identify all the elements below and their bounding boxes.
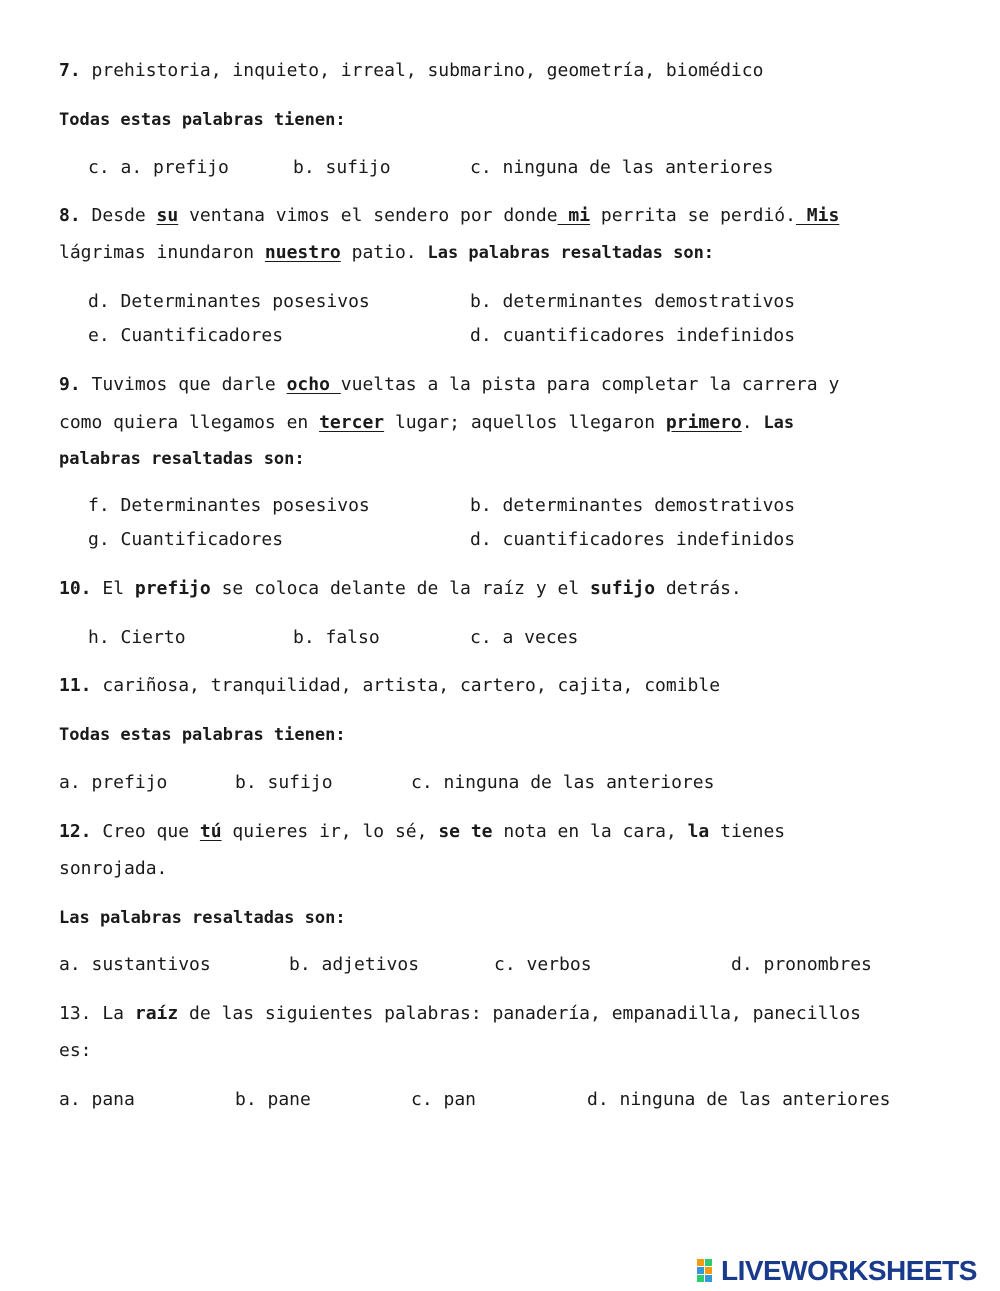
answer-option[interactable]: b. sufijo <box>293 157 391 178</box>
question-text: tienes <box>709 821 786 842</box>
answer-option[interactable]: b. sufijo <box>235 772 333 793</box>
question-text: lugar; aquellos llegaron <box>384 412 666 433</box>
question-10 <box>59 577 742 601</box>
highlighted-word: nuestro <box>264 242 341 263</box>
answer-option[interactable]: d. cuantificadores indefinidos <box>470 325 796 346</box>
question-text: vueltas a la pista para completar la carrera y <box>340 374 840 395</box>
question-number: 7. <box>59 60 81 81</box>
question-9 <box>59 373 839 397</box>
answer-option[interactable]: c. pan <box>411 1089 477 1110</box>
highlighted-word: tercer <box>319 412 385 433</box>
question-text: quieres ir, lo sé, <box>221 821 439 842</box>
question-text: patio. <box>340 242 428 263</box>
question-text: sonrojada. <box>59 858 168 879</box>
question-7 <box>59 59 763 83</box>
question-number: 9. <box>59 374 81 395</box>
question-8-line-2 <box>59 241 714 265</box>
answer-option[interactable]: e. Cuantificadores <box>88 325 284 346</box>
question-text: perrita se perdió. <box>590 205 796 226</box>
answer-option[interactable]: b. pane <box>235 1089 311 1110</box>
question-text: Desde <box>80 205 157 226</box>
answer-option[interactable]: h. Cierto <box>88 627 186 648</box>
question-text: 13. La <box>59 1003 135 1024</box>
question-text: Tuvimos que darle <box>80 374 287 395</box>
question-prompt: Todas estas palabras tienen: <box>59 725 346 745</box>
highlighted-word: ocho <box>286 374 341 395</box>
question-prompt: Las palabras resaltadas son: <box>59 908 346 928</box>
highlighted-word: su <box>156 205 179 226</box>
question-prompt: Todas estas palabras tienen: <box>59 110 346 130</box>
liveworksheets-logo <box>697 1253 977 1289</box>
question-11 <box>59 674 720 698</box>
question-text: lágrimas inundaron <box>59 242 265 263</box>
highlighted-word: sufijo <box>590 578 656 599</box>
answer-option[interactable]: g. Cuantificadores <box>88 529 284 550</box>
answer-option[interactable]: c. a. prefijo <box>88 157 229 178</box>
question-text: ventana vimos el sendero por donde <box>178 205 558 226</box>
question-text: es: <box>59 1040 92 1061</box>
highlighted-word: se te <box>438 821 493 842</box>
question-number: 8. <box>59 205 81 226</box>
answer-option[interactable]: f. Determinantes posesivos <box>88 495 370 516</box>
answer-option[interactable]: d. Determinantes posesivos <box>88 291 370 312</box>
question-12 <box>59 820 785 844</box>
highlighted-word: Mis <box>795 205 840 226</box>
question-number: 12. <box>59 821 92 842</box>
highlighted-word: primero <box>665 412 742 433</box>
answer-option[interactable]: b. determinantes demostrativos <box>470 495 796 516</box>
answer-option[interactable]: c. ninguna de las anteriores <box>470 157 774 178</box>
answer-option[interactable]: c. ninguna de las anteriores <box>411 772 715 793</box>
question-prompt: Las <box>763 413 795 433</box>
question-text: se coloca delante de la raíz y el <box>210 578 591 599</box>
question-text: cariñosa, tranquilidad, artista, cartero, cajita, comible <box>91 675 721 696</box>
answer-option[interactable]: d. pronombres <box>731 954 872 975</box>
question-text: . <box>741 412 764 433</box>
answer-option[interactable]: b. falso <box>293 627 380 648</box>
question-number: 11. <box>59 675 92 696</box>
highlighted-word: la <box>687 821 710 842</box>
answer-option[interactable]: a. pana <box>59 1089 135 1110</box>
answer-option[interactable]: d. cuantificadores indefinidos <box>470 529 796 550</box>
answer-option[interactable]: b. adjetivos <box>289 954 420 975</box>
question-13 <box>59 1002 861 1026</box>
answer-option[interactable]: c. a veces <box>470 627 579 648</box>
question-text: Creo que <box>91 821 200 842</box>
question-text: El <box>91 578 135 599</box>
answer-option[interactable]: c. verbos <box>494 954 592 975</box>
highlighted-word: prefijo <box>134 578 211 599</box>
answer-option[interactable]: a. prefijo <box>59 772 168 793</box>
question-8 <box>59 204 839 228</box>
question-text: como quiera llegamos en <box>59 412 320 433</box>
question-text: prehistoria, inquieto, irreal, submarino, geometría, biomédico <box>80 60 764 81</box>
highlighted-word: mi <box>557 205 591 226</box>
question-9-line-2 <box>59 411 794 435</box>
highlighted-word: raíz <box>134 1003 179 1024</box>
question-text: de las siguientes palabras: panadería, empanadilla, panecillos <box>178 1003 861 1024</box>
question-text: detrás. <box>655 578 742 599</box>
question-prompt: Las palabras resaltadas son: <box>427 243 715 263</box>
logo-text: LIVEWORKSHEETS <box>721 1255 977 1286</box>
logo-icon <box>697 1258 721 1284</box>
answer-option[interactable]: d. ninguna de las anteriores <box>587 1089 891 1110</box>
highlighted-word: tú <box>199 821 222 842</box>
question-text: nota en la cara, <box>492 821 688 842</box>
question-prompt: palabras resaltadas son: <box>59 449 305 469</box>
answer-option[interactable]: a. sustantivos <box>59 954 211 975</box>
question-number: 10. <box>59 578 92 599</box>
answer-option[interactable]: b. determinantes demostrativos <box>470 291 796 312</box>
